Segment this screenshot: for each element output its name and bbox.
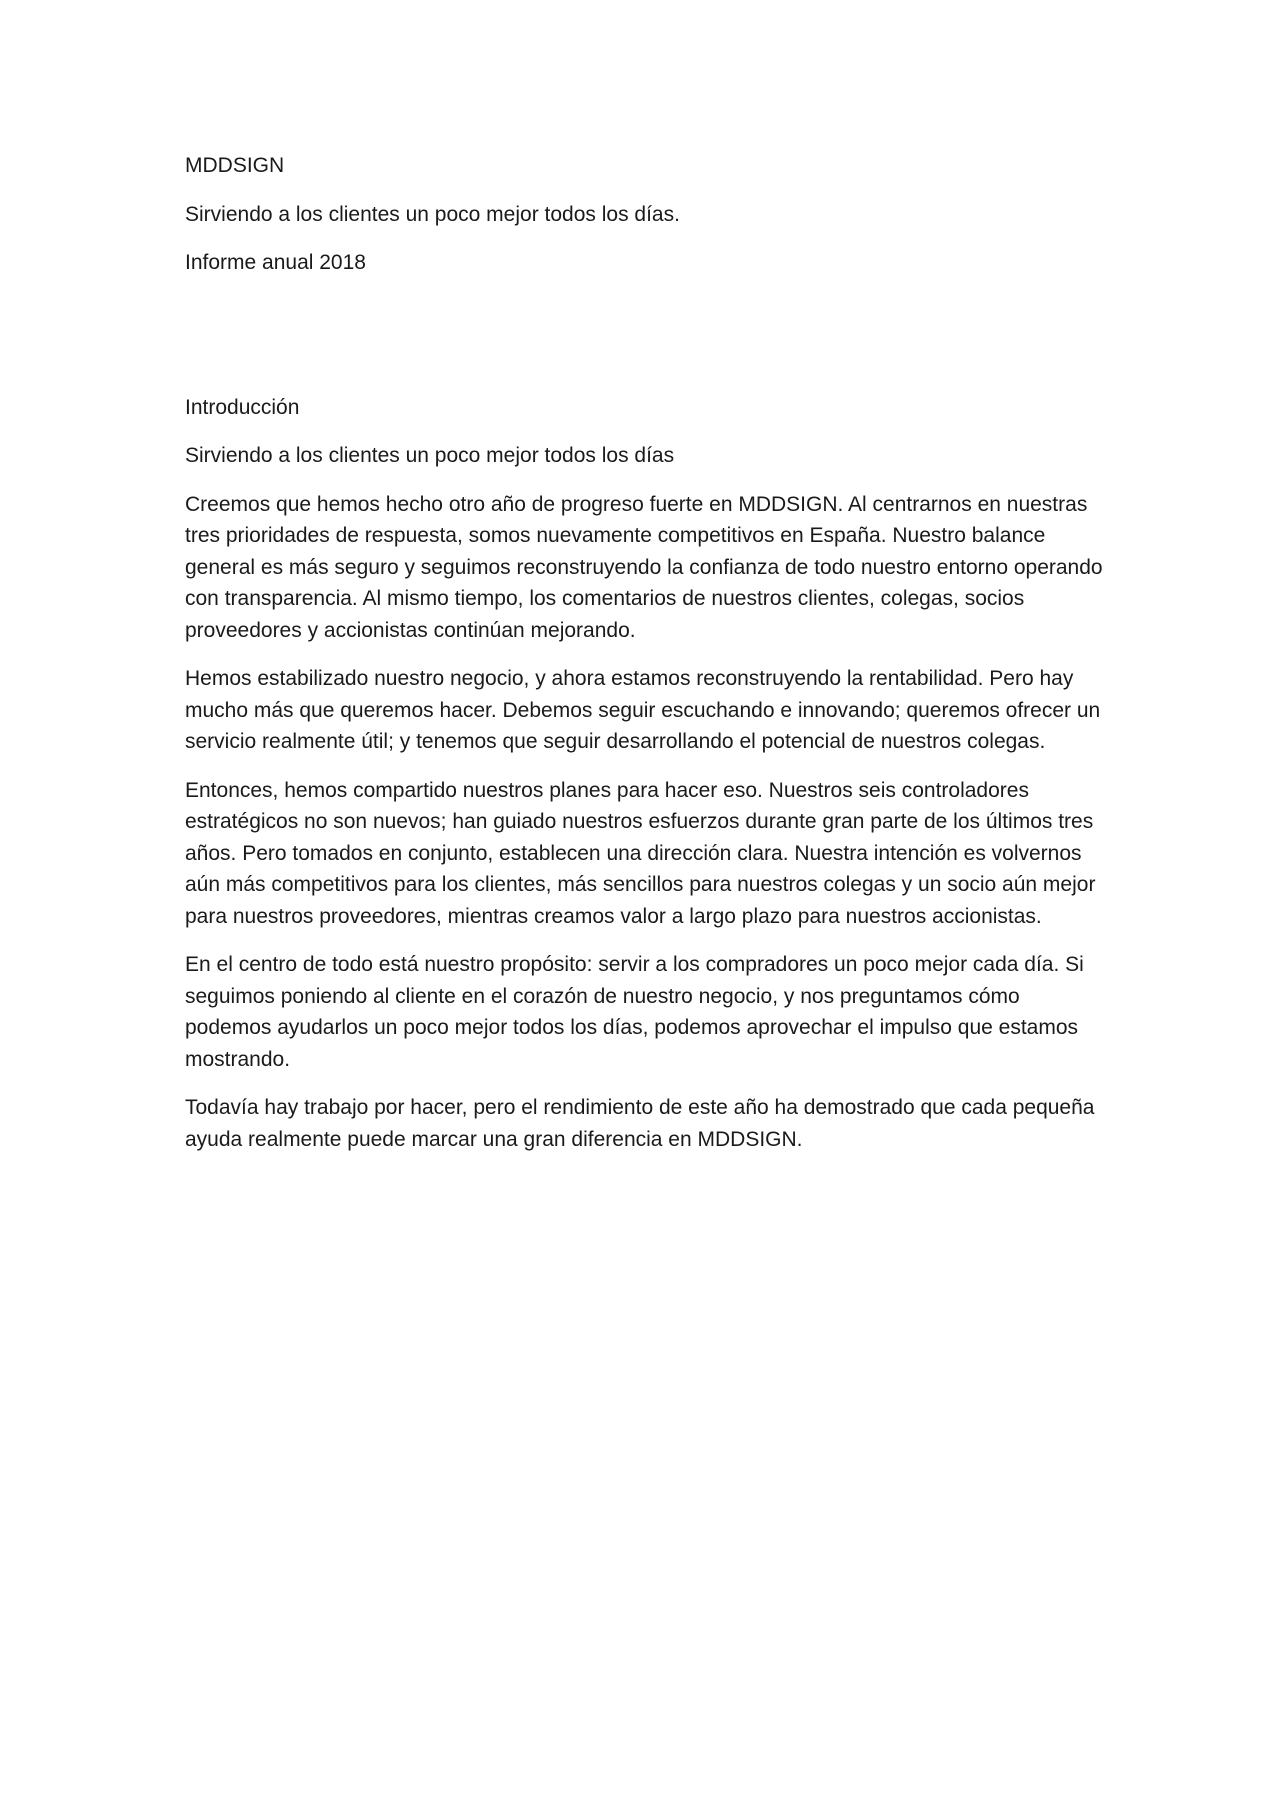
intro-heading: Introducción [185,395,300,419]
intro-paragraph-2: Hemos estabilizado nuestro negocio, y ahora estamos reconstruyendo la rentabilidad. Pero hay mucho más que queremos hacer. Debemos seguir escuchando e innovando; queremos ofrecer un servicio realmente útil; y tenemos que seguir desarrollando el potencial de nuestros colegas. [185,667,1101,753]
intro-paragraph-1: Creemos que hemos hecho otro año de progreso fuerte en MDDSIGN. Al centrarnos en nuestras tres prioridades de respuesta, somos nuevamente competitivos en España. Nuestro balance general es más seguro y seguimos reconstruyendo la confianza de todo nuestro entorno operando con transparencia. Al mismo tiempo, los comentarios de nuestros clientes, colegas, socios proveedores y accionistas continúan mejorando. [185,492,1103,642]
report-title: Informe anual 2018 [185,251,366,274]
document-body [185,150,1105,1172]
intro-paragraph-3: Entonces, hemos compartido nuestros planes para hacer eso. Nuestros seis controladores estratégicos no son nuevos; han guiado nuestros esfuerzos durante gran parte de los últimos tres años. Pero tomados en conjunto, establecen una dirección clara. Nuestra intención es volvernos aún más competitivos para los clientes, más sencillos para nuestros colegas y un socio aún mejor para nuestros proveedores, mientras creamos valor a largo plazo para nuestros accionistas. [185,778,1096,928]
tagline: Sirviendo a los clientes un poco mejor todos los días. [185,202,680,226]
intro-paragraph-4: En el centro de todo está nuestro propósito: servir a los compradores un poco mejor cada día. Si seguimos poniendo al cliente en el corazón de nuestro negocio, y nos preguntamos cómo podemos ayudarlos un poco mejor todos los días, podemos aprovechar el impulso que estamos mostrando. [185,953,1084,1071]
intro-subheading: Sirviendo a los clientes un poco mejor todos los días [185,444,675,467]
company-name: MDDSIGN [185,154,285,177]
intro-paragraph-5: Todavía hay trabajo por hacer, pero el rendimiento de este año ha demostrado que cada pequeña ayuda realmente puede marcar una gran diferencia en MDDSIGN. [185,1096,1095,1151]
section-spacer [185,296,1105,392]
